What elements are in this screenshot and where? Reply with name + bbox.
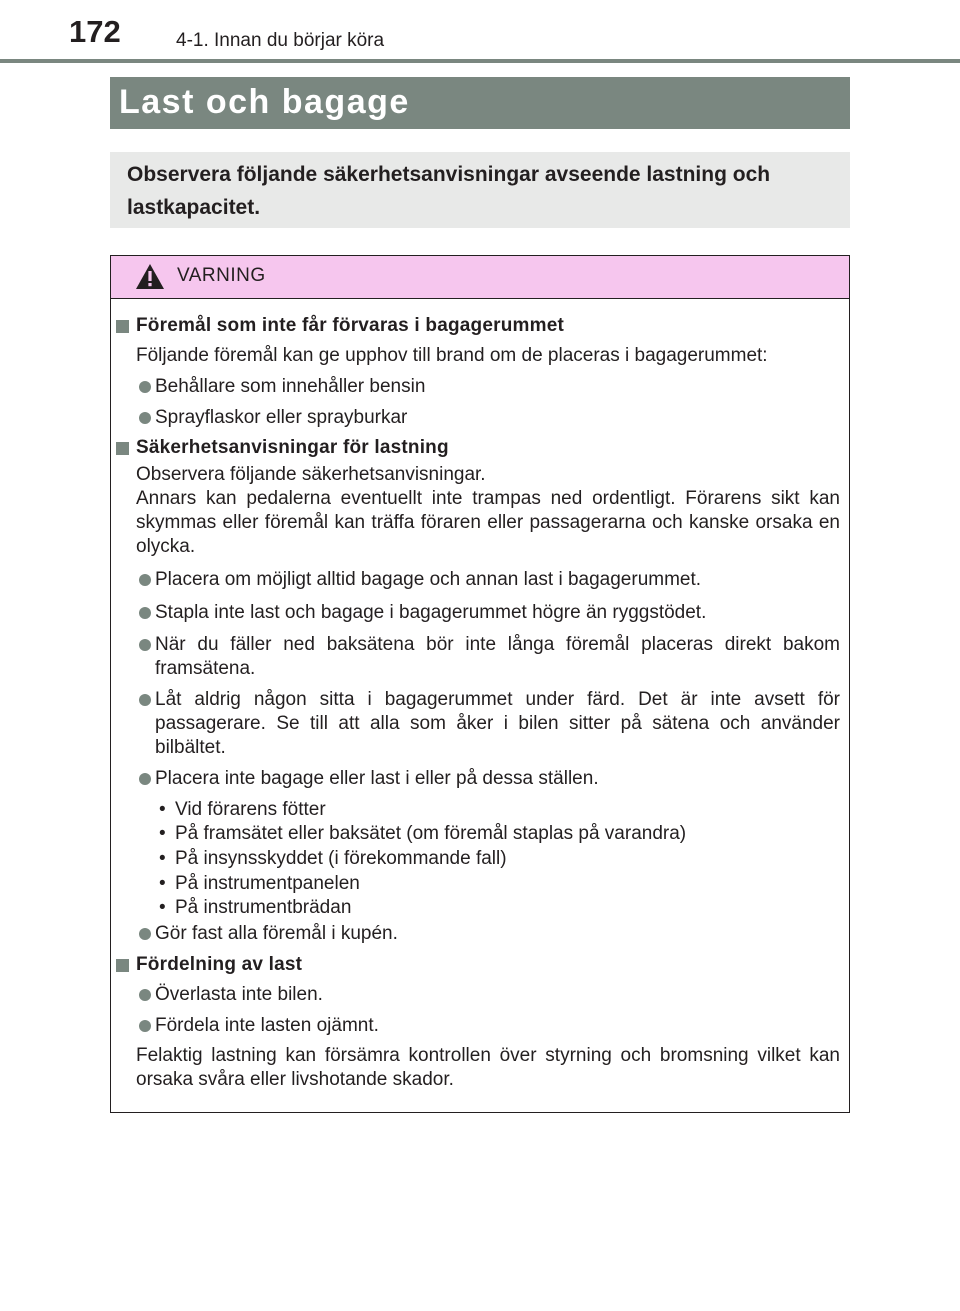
warning-header — [111, 256, 849, 299]
list-item-text: Låt aldrig någon sitta i bagagerummet under färd. Det är inte avsett för passagerare. Se till att alla som åker i bilen sitter på sätena och använder bilbältet. — [155, 689, 840, 758]
sub-bullet-glyph: • — [159, 823, 166, 844]
intro-box: Observera följande säkerhetsanvisningar avseende lastning och lastkapacitet. — [110, 152, 850, 228]
paragraph-text: Följande föremål kan ge upphov till brand om de placeras i bagagerummet: — [136, 345, 768, 366]
circle-bullet-icon — [139, 574, 151, 586]
circle-bullet-icon — [139, 928, 151, 940]
sub-list-item-text: Vid förarens fötter — [175, 799, 326, 820]
page-number: 172 — [69, 14, 121, 49]
paragraph-text: Annars kan pedalerna eventuellt inte trampas ned ordentligt. Förarens sikt kan skymmas eller föremål kan träffa föraren eller passagerarna och kanske orsaka en olycka. — [136, 488, 840, 557]
sub-bullet-glyph: • — [159, 873, 166, 894]
circle-bullet-icon — [139, 607, 151, 619]
section-title-bar: Last och bagage — [110, 77, 850, 129]
list-item-text: Sprayflaskor eller sprayburkar — [155, 407, 408, 428]
circle-bullet-icon — [139, 773, 151, 785]
warning-label: VARNING — [177, 265, 266, 286]
circle-bullet-icon — [139, 694, 151, 706]
list-item-text: Stapla inte last och bagage i bagagerummet högre än ryggstödet. — [155, 602, 707, 623]
square-bullet-icon — [116, 320, 129, 333]
sub-bullet-glyph: • — [159, 848, 166, 869]
section-title: Säkerhetsanvisningar för lastning — [136, 437, 449, 458]
sub-list-item-text: På framsätet eller baksätet (om föremål staplas på varandra) — [175, 823, 687, 844]
list-item-text: Placera om möjligt alltid bagage och annan last i bagagerummet. — [155, 569, 702, 590]
sub-list-item-text: På instrumentbrädan — [175, 897, 352, 918]
sub-list-item-text: På instrumentpanelen — [175, 873, 360, 894]
sub-bullet-glyph: • — [159, 897, 166, 918]
circle-bullet-icon — [139, 989, 151, 1001]
warning-triangle-icon — [135, 263, 165, 290]
sub-list-item-text: På insynsskyddet (i förekommande fall) — [175, 848, 507, 869]
sub-bullet-glyph: • — [159, 799, 166, 820]
list-item-text: Placera inte bagage eller last i eller på dessa ställen. — [155, 768, 599, 789]
list-item-text: Behållare som innehåller bensin — [155, 376, 426, 397]
circle-bullet-icon — [139, 381, 151, 393]
circle-bullet-icon — [139, 639, 151, 651]
list-item-text: När du fäller ned baksätena bör inte långa föremål placeras direkt bakom framsätena. — [155, 634, 840, 679]
square-bullet-icon — [116, 442, 129, 455]
circle-bullet-icon — [139, 1020, 151, 1032]
list-item-text: Gör fast alla föremål i kupén. — [155, 923, 398, 944]
chapter-heading: 4-1. Innan du börjar köra — [176, 30, 385, 51]
paragraph-text: Observera följande säkerhetsanvisningar. — [136, 464, 486, 485]
circle-bullet-icon — [139, 412, 151, 424]
section-title: Fördelning av last — [136, 954, 303, 975]
header-rule — [0, 59, 960, 63]
list-item-text: Överlasta inte bilen. — [155, 984, 323, 1005]
section-title: Föremål som inte får förvaras i bagagerummet — [136, 315, 564, 336]
list-item-text: Fördela inte lasten ojämnt. — [155, 1015, 379, 1036]
square-bullet-icon — [116, 959, 129, 972]
paragraph-text: Felaktig lastning kan försämra kontrollen över styrning och bromsning vilket kan orsaka svåra eller livshotande skador. — [136, 1045, 840, 1090]
warning-box — [110, 255, 850, 1113]
